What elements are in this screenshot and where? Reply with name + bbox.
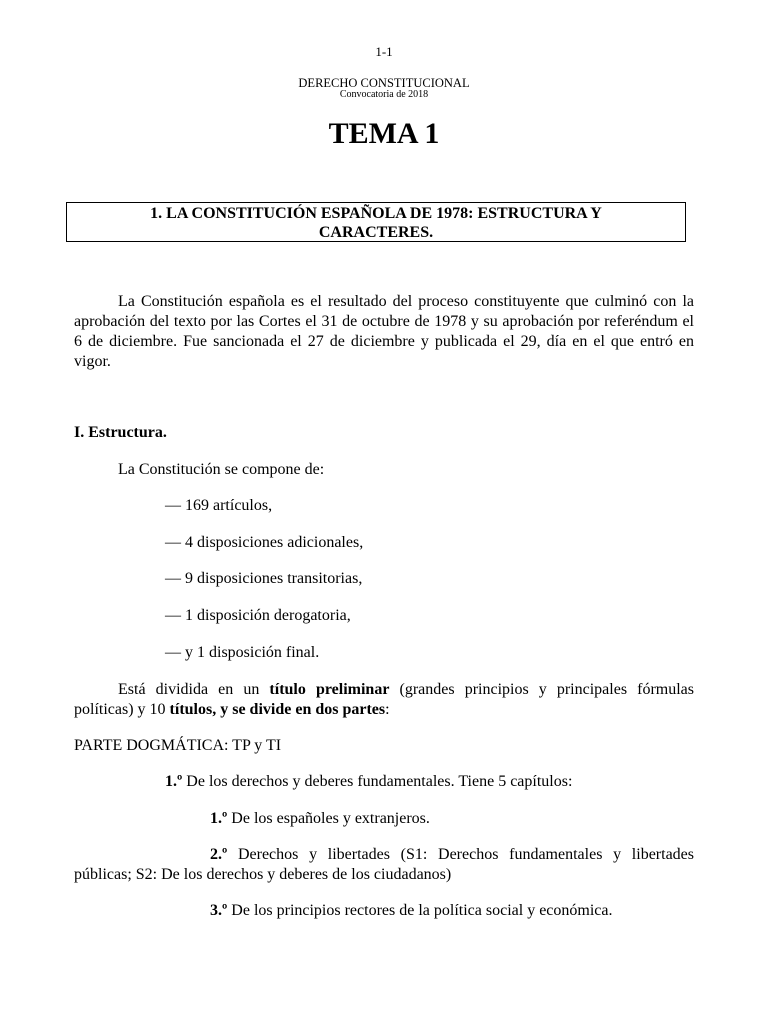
list-item: — 169 artículos, (165, 497, 273, 514)
page-title: TEMA 1 (328, 117, 440, 150)
subject-header: DERECHO CONSTITUCIONAL (298, 76, 470, 90)
title-number: 1.º (165, 773, 183, 790)
division-text: : (385, 701, 390, 718)
list-item: — 1 disposición derogatoria, (165, 607, 351, 624)
chapter-line (210, 901, 612, 921)
list-item: — y 1 disposición final. (165, 644, 320, 661)
list-item: — 9 disposiciones transitorias, (165, 570, 363, 587)
chapter-text: De los principios rectores de la política social y económica. (227, 902, 613, 919)
topic-box (66, 202, 686, 242)
section-heading: I. Estructura. (74, 424, 167, 441)
titulo-preliminar-bold: título preliminar (269, 681, 390, 698)
chapter-text: De los españoles y extranjeros. (227, 810, 430, 827)
chapter-line (74, 845, 694, 885)
chapter-line (210, 809, 430, 829)
page-number: 1-1 (375, 44, 393, 59)
topic-title-line-1: 1. LA CONSTITUCIÓN ESPAÑOLA DE 1978: ESTRUCTURA Y (150, 205, 602, 222)
division-text: (grandes principios y principales fórmulas políticas) y 10 (74, 681, 694, 718)
chapter-number: 3.º (210, 902, 228, 919)
title-text: De los derechos y deberes fundamentales. Tiene 5 capítulos: (182, 773, 573, 790)
chapter-number: 2.º (210, 846, 228, 863)
intro-paragraph: La Constitución española es el resultado del proceso constituyente que culminó con la aprobación del texto por las Cortes el 31 de octubre de 1978 y su aprobación por referéndum el 6 de diciembre. Fue sancionada el 27 de diciembre y publicada el 29, día en el que entró en vigor. (74, 293, 694, 370)
chapter-number: 1.º (210, 810, 228, 827)
compone-text: La Constitución se compone de: (118, 461, 325, 478)
convocatoria-header: Convocatoria de 2018 (339, 89, 429, 100)
title-1-line (165, 772, 572, 792)
division-text: Está dividida en un (118, 681, 270, 698)
titulos-partes-bold: títulos, y se divide en dos partes (169, 701, 386, 718)
list-item: — 4 disposiciones adicionales, (165, 534, 364, 551)
division-paragraph (74, 680, 694, 720)
parte-dogmatica-heading: PARTE DOGMÁTICA: TP y TI (74, 737, 282, 754)
topic-title-line-2: CARACTERES. (318, 224, 434, 241)
chapter-text: Derechos y libertades (S1: Derechos fundamentales y libertades públicas; S2: De los derechos y deberes de los ciudadanos) (74, 846, 694, 883)
